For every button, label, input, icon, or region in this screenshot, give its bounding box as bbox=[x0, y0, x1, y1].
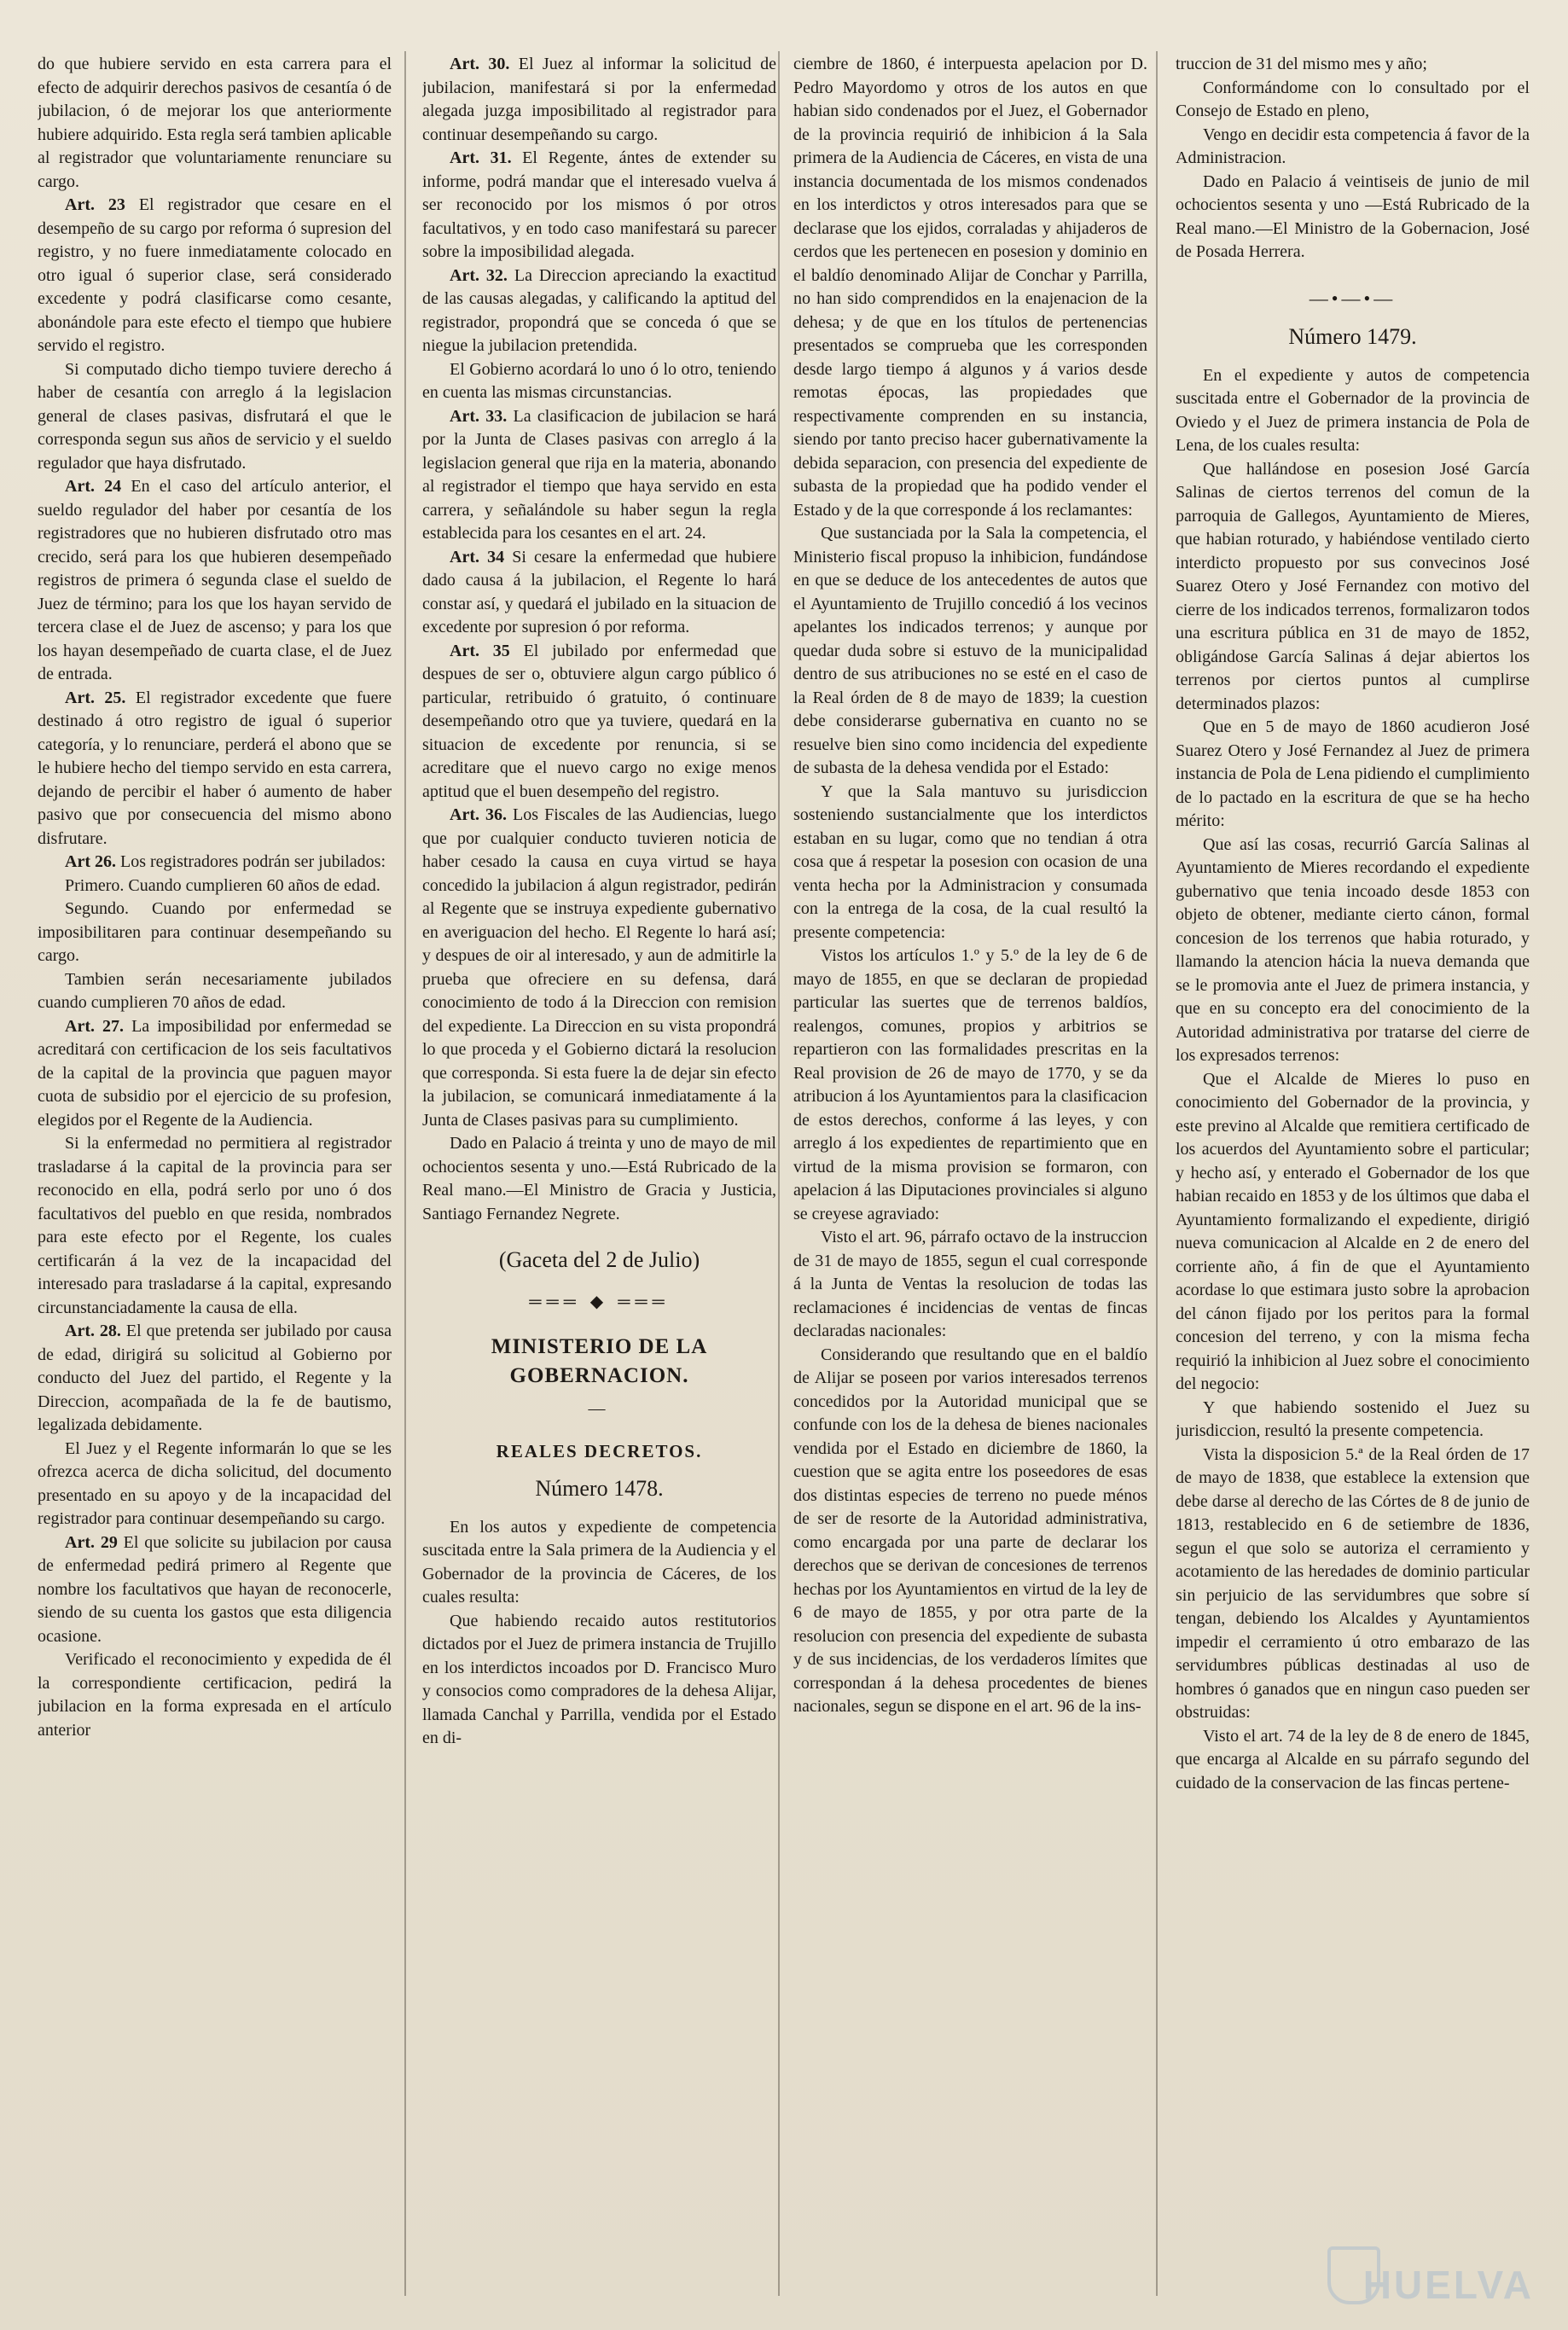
article-27 bbox=[38, 1015, 392, 1133]
watermark-text: HUELVA bbox=[1362, 2263, 1534, 2307]
article-text: El registrador que cesare en el desempeño de su cargo por reforma ó supresion del registro, y no fuere inmediatamente colocado en otro igual ó superior clase, será considerado excedente y podrá clasificarse como cesante, abonándole para este efecto el tiempo que hubiere servido el registro. bbox=[38, 195, 392, 355]
article-33 bbox=[422, 405, 776, 546]
article-28 bbox=[38, 1320, 392, 1438]
article-text: Los Fiscales de las Audiencias, luego que por cualquier conducto tuvieren noticia de haber cesado la causa en cuya virtud se haya concedido la jubilacion á algun registrador, pedirán al Regente que se instruya expediente gubernativo en averiguacion del hecho. El Regente lo hará así; y despues de oir al interesado, y aun de admitirle la prueba que ofreciere en su defensa, dará conocimiento de todo á la Direccion con remision del expediente. La Direccion en su vista propondrá lo que proceda y el Gobierno dictará la resolucion que corresponda. Si esta fuere la de dejar sin efecto la jubilacion, se comunicará inmediatamente á la Junta de Clases pasivas para su cumplimiento. bbox=[422, 805, 776, 1130]
decree-signature: Dado en Palacio á veintiseis de junio de mil ochocientos sesenta y uno —Está Rubricado de la Real mano.—El Ministro de la Gobernacion, José de Posada Herrera. bbox=[1176, 171, 1530, 261]
ministry-heading: MINISTERIO DE LA GOBERNACION. bbox=[491, 1335, 708, 1387]
paragraph: Vistos los artículos 1.º y 5.º de la ley de 6 de mayo de 1855, en que se declaran de propiedad particular las suertes que de terrenos baldíos, realengos, comunes, propios y arbitrios se repartieron con las formalidades prescritas en la Real provision de 26 de mayo de 1770, y se da atribucion á los Ayuntamientos para la clasificacion de estos derechos, conforme á las leyes, y con arreglo á los expedientes de repartimiento que en virtud de la misma provision se formaron, con apelacion á las Diputaciones provinciales si alguno se creyese agraviado: bbox=[793, 946, 1147, 1223]
section-heading: REALES DECRETOS. bbox=[496, 1440, 703, 1461]
library-watermark bbox=[1321, 2241, 1534, 2318]
column-2 bbox=[422, 53, 776, 2304]
paragraph: Verificado el reconocimiento y expedida de él la correspondiente certificacion, pedirá la jubilacion en la forma expresada en el artículo anterior bbox=[38, 1650, 392, 1740]
paragraph: Tambien serán necesariamente jubilados cuando cumplieren 70 años de edad. bbox=[38, 969, 392, 1012]
article-text: La Direccion apreciando la exactitud de las causas alegadas, y calificando la aptitud del registrador, propondrá que se conceda ó que se niegue la jubilacion pretendida. bbox=[422, 265, 776, 355]
gaceta-citation: (Gaceta del 2 de Julio) bbox=[498, 1247, 700, 1272]
paragraph: Que habiendo recaido autos restitutorios dictados por el Juez de primera instancia de Trujillo en los interdictos incoados por D. Francisco Muro y consocios como compradores de la dehesa Alijar, llamada Canchal y Parrilla, vendida por el Estado en di- bbox=[422, 1611, 776, 1747]
article-number: Art. 28. bbox=[65, 1322, 121, 1340]
column-1 bbox=[38, 53, 392, 2304]
paragraph: Que en 5 de mayo de 1860 acudieron José Suarez Otero y José Fernandez al Juez de primera instancia de Pola de Lena pidiendo el cumplimiento de lo pactado en la escritura de que se ha hecho mérito: bbox=[1176, 718, 1530, 830]
article-number: Art. 23 bbox=[65, 195, 125, 214]
paragraph: Primero. Cuando cumplieren 60 años de edad. bbox=[65, 875, 380, 895]
decree-number: Número 1478. bbox=[535, 1476, 664, 1501]
article-number: Art. 33. bbox=[450, 406, 508, 426]
article-number: Art. 30. bbox=[450, 55, 510, 73]
paragraph: En el expediente y autos de competencia suscitada entre el Gobernador de la provincia de Oviedo y el Juez de primera instancia de Pola de Lena, de los cuales resulta: bbox=[1176, 365, 1530, 455]
article-number: Art. 27. bbox=[65, 1016, 125, 1036]
article-text: La clasificacion de jubilacion se hará por la Junta de Clases pasivas con arreglo á la legislacion general que rija en la materia, abonando al registrador el tiempo que haya servido en esta carrera, y señalándole su haber segun la regla establecida para los cesantes en el art. 24. bbox=[422, 406, 776, 543]
article-number: Art. 29 bbox=[65, 1532, 118, 1552]
decree-signature: Dado en Palacio á treinta y uno de mayo de mil ochocientos sesenta y uno.—Está Rubricado de la Real mano.—El Ministro de Gracia y Justicia, Santiago Fernandez Negrete. bbox=[422, 1134, 776, 1223]
article-36 bbox=[422, 804, 776, 1132]
article-text: El Regente, ántes de extender su informe, podrá mandar que el interesado vuelva á ser reconocido por los mismos ó por otros facultativos, y en todo caso manifestará su parecer sobre la imposibilidad alegada. bbox=[422, 148, 776, 261]
article-number: Art 26. bbox=[65, 852, 116, 871]
paragraph: El Juez y el Regente informarán lo que se les ofrezca acerca de dicha solicitud, del documento presentado en su apoyo y de la incapacidad del registrador para continuar desempeñando su cargo. bbox=[38, 1438, 392, 1528]
paragraph: Si computado dicho tiempo tuviere derecho á haber de cesantía con arreglo á la legislacion general de clases pasivas, disfrutará el que le corresponda segun sus años de servicio y el sueldo regulador que haya disfrutado. bbox=[38, 359, 392, 473]
decree-number: Número 1479. bbox=[1288, 324, 1417, 349]
article-number: Art. 32. bbox=[450, 265, 508, 285]
paragraph: Y que la Sala mantuvo su jurisdiccion sosteniendo sustancialmente que los interdictos estaban en su lugar, como que no tendian á otra cosa que á respetar la posesion con ocasion de una venta hecha por la Administracion y consumada con la entrega de la cosa, de la cual resultó la presente competencia: bbox=[793, 782, 1147, 942]
article-32 bbox=[422, 264, 776, 358]
paragraph: truccion de 31 del mismo mes y año; bbox=[1176, 55, 1427, 73]
article-text: El Juez al informar la solicitud de jubilacion, manifestará si por la enfermedad alegada juzga imposibilitado al registrador para continuar desempeñando su cargo. bbox=[422, 55, 776, 144]
paragraph: Que hallándose en posesion José García Salinas de ciertos terrenos del comun de la parroquia de Gallegos, Ayuntamiento de Mieres, que habian roturado, y habiéndose ventilado cierto interdicto propuesto por sus convecinos José Suarez Otero y José Fernandez con motivo del cierre de los indicados terrenos, formalizaron todos una escritura pública en 31 de mayo de 1852, obligándose García Salinas á dejar abiertos los terrenos por ciertos puntos al cumplirse determinados plazos: bbox=[1176, 459, 1530, 713]
article-number: Art. 35 bbox=[450, 641, 510, 660]
article-text: Si cesare la enfermedad que hubiere dado causa á la jubilacion, el Regente lo hará constar así, y quedará el jubilado en la situacion de excedente por supresion ó por reforma. bbox=[422, 547, 776, 636]
paragraph: Y que habiendo sostenido el Juez su jurisdiccion, resultó la presente competencia. bbox=[1176, 1397, 1530, 1440]
article-text: El registrador excedente que fuere destinado á otro registro de igual ó superior categoría, y lo renunciare, perderá el abono que se le hubiere hecho del tiempo servido en esta carrera, dejando de percibir el haber ó aumento de haber pasivo que por consecuencia del mismo abono disfrutare. bbox=[38, 688, 392, 848]
article-31 bbox=[422, 147, 776, 264]
article-text: El que pretenda ser jubilado por causa de edad, dirigirá su solicitud al Gobierno por conducto del Juez del partido, el Regente y la Direccion, acompañada de la fe de bautismo, legalizada debidamente. bbox=[38, 1322, 392, 1434]
column-4 bbox=[1176, 53, 1530, 2304]
article-24 bbox=[38, 475, 392, 687]
column-rule bbox=[1156, 51, 1158, 2296]
paragraph: Si la enfermedad no permitiera al registrador trasladarse á la capital de la provincia para ser reconocido en ella, podrá serlo por uno ó dos facultativos del pueblo en que resida, nombrados para este efecto por el Regente, los cuales certificarán á la vez de la incapacidad del interesado para trasladarse á la capital, expresando circunstanciadamente la causa de ella. bbox=[38, 1134, 392, 1317]
article-number: Art. 25. bbox=[65, 688, 126, 707]
ornament-divider: ═══ ◆ ═══ bbox=[529, 1292, 670, 1311]
paragraph: Visto el art. 96, párrafo octavo de la instruccion de 31 de mayo de 1855, segun el cual corresponde á la Junta de Ventas la resolucion de todas las reclamaciones é incidencias de ventas de fincas declaradas nacionales: bbox=[793, 1228, 1147, 1340]
article-34 bbox=[422, 546, 776, 640]
article-text: La imposibilidad por enfermedad se acreditará con certificacion de los seis facultativos de la capital de la provincia que paguen mayor cuota de subsidio por el ejercicio de su profesion, elegidos por el Regente de la Audiencia. bbox=[38, 1016, 392, 1130]
article-number: Art. 31. bbox=[450, 148, 512, 167]
paragraph: Que así las cosas, recurrió García Salinas al Ayuntamiento de Mieres recordando el expediente gubernativo que tenia incoado desde 1853 con objeto de obtener, mediante cierto cánon, formal concesion de los terrenos que habia roturado, y llamando la atencion hácia la nueva demanda que se le promovia ante el Juez de primera instancia, y que en su concepto era del conocimiento de la Autoridad administrativa por tratarse del cierre de los expresados terrenos: bbox=[1176, 834, 1530, 1065]
article-number: Art. 36. bbox=[450, 805, 508, 824]
paragraph: Segundo. Cuando por enfermedad se imposibilitaren para continuar desempeñando su cargo. bbox=[38, 899, 392, 965]
paragraph: Visto el art. 74 de la ley de 8 de enero de 1845, que encarga al Alcalde en su párrafo segundo del cuidado de la conservacion de las fincas pertene- bbox=[1176, 1726, 1530, 1793]
paragraph: ciembre de 1860, é interpuesta apelacion por D. Pedro Mayordomo y otros de los autos en que habian sido condenados por el Juez, el Gobernador de la provincia requirió de inhibicion á la Sala primera de la Audiencia de Cáceres, en vista de una instancia documentada de los mismos condenados en los interdictos y otros interesados para que se declarase que los ejidos, corraladas y ahijaderos de cerdos que les pertenecen en posesion y dominio en el baldío denominado Alijar de Conchar y Parrilla, no han sido comprendidos en la enajenacion de la dehesa; y de que en los títulos de pertenencias presentados se comprueba que les corresponden desde largo tiempo á algunos y á varios desde remotas épocas, las propiedades que respectivamente comprenden en su instancia, siendo por tanto preciso hacer gubernativamente la debida separacion, con presencia del expediente de subasta de la propiedad que ha podido vender el Estado y de la que corresponde á los reclamantes: bbox=[793, 55, 1147, 520]
article-30 bbox=[422, 53, 776, 147]
article-25 bbox=[38, 687, 392, 851]
paragraph: Vista la disposicion 5.ª de la Real órden de 17 de mayo de 1838, que establece la extension que debe darse al derecho de las Córtes de 8 de junio de 1813, restablecido en 6 de setiembre de 1836, segun el que solo se autoriza el cerramiento y acotamiento de las heredades de dominio particular sin perjuicio de las servidumbres que sobre sí tengan, debiendo los Alcaldes y Ayuntamientos impedir el cerramiento ú otro embarazo de las servidumbres públicas destinadas al uso de hombres ó ganados que en ningun caso pueden ser obstruidas: bbox=[1176, 1444, 1530, 1722]
column-rule bbox=[404, 51, 406, 2296]
paragraph: Que el Alcalde de Mieres lo puso en conocimiento del Gobernador de la provincia, y este previno al Alcalde que remitiera certificado de los acuerdos del Ayuntamiento sobre el particular; y hecho así, y enterado el Gobernador de los que habian recaido en 1853 y de los últimos que daba el Ayuntamiento formalizando el expediente, dirigió nueva comunicacion al Alcalde en 2 de enero del corriente año, á fin de que el Ayuntamiento acordase lo que estimara justo sobre la aprobacion del cánon fijado por los peritos para la formal concesion del terreno, y con la misma fecha requirió la inhibicion al Juez sobre el conocimiento del negocio: bbox=[1176, 1069, 1530, 1393]
article-35 bbox=[422, 640, 776, 805]
article-text: El que solicite su jubilacion por causa de enfermedad pedirá primero al Regente que nombre los facultativos que hayan de reconocerle, siendo de su cuenta los gastos que esta diligencia ocasione. bbox=[38, 1532, 392, 1646]
short-divider: — bbox=[588, 1399, 611, 1418]
paragraph: do que hubiere servido en esta carrera para el efecto de adquirir derechos pasivos de cesantía ó de jubilacion, ó de mejorar los que anteriormente hubiere adquirido. Esta regla será tambien aplicable al registrador que voluntariamente renunciare su cargo. bbox=[38, 55, 392, 191]
article-23 bbox=[38, 194, 392, 358]
article-26 bbox=[38, 851, 392, 874]
paragraph: Conformándome con lo consultado por el Consejo de Estado en pleno, bbox=[1176, 78, 1530, 120]
paragraph: En los autos y expediente de competencia suscitada entre la Sala primera de la Audiencia y el Gobernador de la provincia de Cáceres, de los cuales resulta: bbox=[422, 1517, 776, 1607]
article-text: El jubilado por enfermedad que despues de ser o, obtuviere algun cargo público ó particular, retribuido ó gratuito, ó continuare desempeñando otro que ya tuviere, quedará en la situacion de excedente por renuncia, si se acreditare que el nuevo cargo no exige menos aptitud que el buen desempeño del registro. bbox=[422, 641, 776, 801]
column-3 bbox=[793, 53, 1147, 2304]
column-rule bbox=[778, 51, 780, 2296]
paragraph: Que sustanciada por la Sala la competencia, el Ministerio fiscal propuso la inhibicion, fundándose en que se deduce de los antecedentes de autos que el Ayuntamiento de Trujillo concedió á los vecinos apelantes los indicados terrenos; y aunque por quedar duda sobre si estuvo de la municipalidad dentro de sus atribuciones no se esté en el caso de la Real órden de 8 de mayo de 1839; la cuestion debe considerarse gubernativa en cuanto no se resuelve bien sino como incidencia del expediente de subasta de la dehesa vendida por el Estado: bbox=[793, 524, 1147, 777]
paragraph: Vengo en decidir esta competencia á favor de la Administracion. bbox=[1176, 125, 1530, 167]
paragraph: Considerando que resultando que en el baldío de Alijar se poseen por varios interesados terrenos concedidos por la Autoridad municipal que se confunde con los de la dehesa de bienes nacionales vendida por el Estado en diciembre de 1860, la cuestion que se agita entre los poseedores de esas dos distintas especies de terreno no puede ménos de ser de resorte de la Autoridad administrativa, como encargada por una parte de declarar los derechos que se derivan de concesiones de terrenos hechas por los Ayuntamientos en virtud de la ley de 6 de mayo de 1855, y por otra parte de la resolucion con presencia del expediente de subasta y de sus incidencias, de los verdaderos límites que correspondan á la dehesa procedentes de bienes nacionales, segun se dispone en el art. 96 de la ins- bbox=[793, 1345, 1147, 1716]
article-text: Los registradores podrán ser jubilados: bbox=[119, 852, 386, 871]
paragraph: El Gobierno acordará lo uno ó lo otro, teniendo en cuenta las mismas circunstancias. bbox=[422, 359, 776, 402]
article-number: Art. 24 bbox=[65, 477, 122, 496]
article-29 bbox=[38, 1531, 392, 1649]
article-number: Art. 34 bbox=[450, 547, 505, 567]
article-text: En el caso del artículo anterior, el sueldo regulador del haber por cesantía de los registradores que no hubieren disfrutado otro mas crecido, será para los que hubieren desempeñado registros de primera ó segunda clase el sueldo de Juez de término; para los que los hayan servido de tercera clase el de Juez de ascenso; y para los que los hayan desempeñado de cuarta clase, el de Juez de entrada. bbox=[38, 477, 392, 683]
ornament-divider: —•—•— bbox=[1309, 287, 1397, 309]
